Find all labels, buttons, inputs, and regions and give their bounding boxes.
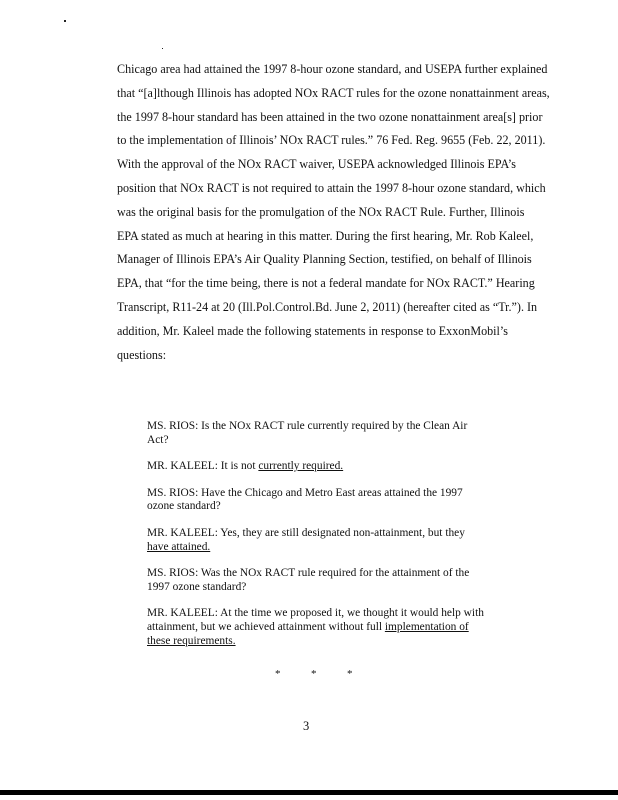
question-rios-2 [147, 487, 527, 514]
body-line: was the original basis for the promulgation of the NOx RACT Rule. Further, Illinois [117, 204, 525, 219]
underlined-text: implementation of [384, 620, 469, 633]
answer-kaleel-3 [147, 607, 527, 648]
answer-kaleel-2 [147, 527, 527, 554]
answer-kaleel-1 [147, 460, 527, 474]
body-paragraph [117, 58, 557, 367]
quote-line: MS. RIOS: Have the Chicago and Metro East areas attained the 1997 [147, 486, 463, 499]
quote-line: Act? [147, 433, 169, 446]
scan-bottom-border [0, 790, 618, 795]
body-line: Manager of Illinois EPA’s Air Quality Planning Section, testified, on behalf of Illinois [117, 252, 532, 267]
quote-line [147, 460, 527, 474]
underlined-text: these requirements. [147, 634, 236, 647]
quote-line: ozone standard? [147, 500, 221, 513]
body-line: With the approval of the NOx RACT waiver, USEPA acknowledged Illinois EPA’s [117, 157, 516, 172]
quote-line: 1997 ozone standard? [147, 580, 247, 593]
ellipsis-stars [275, 668, 383, 680]
quote-text: attainment, but we achieved attainment without full [147, 620, 385, 633]
quote-line: MR. KALEEL: Yes, they are still designated non-attainment, but they [147, 526, 465, 539]
transcript-quote [147, 420, 527, 661]
body-line: the 1997 8-hour standard has been attained in the two ozone nonattainment area[s] prior [117, 109, 543, 124]
body-line: EPA stated as much at hearing in this matter. During the first hearing, Mr. Rob Kaleel, [117, 228, 534, 243]
body-line: that “[a]lthough Illinois has adopted NOx RACT rules for the ozone nonattainment areas, [117, 85, 550, 100]
scan-speck [162, 48, 163, 49]
star-mark: * [311, 668, 317, 680]
underlined-text: have attained. [147, 540, 211, 553]
body-line: addition, Mr. Kaleel made the following statements in response to ExxonMobil’s [117, 323, 508, 338]
quote-text: MR. KALEEL: It is not [147, 460, 259, 473]
scan-speck [64, 20, 66, 22]
quote-line [147, 621, 527, 635]
quote-line: MS. RIOS: Was the NOx RACT rule required for the attainment of the [147, 567, 470, 580]
question-rios-3 [147, 567, 527, 594]
page-number: 3 [303, 719, 310, 733]
body-line: to the implementation of Illinois’ NOx RACT rules.” 76 Fed. Reg. 9655 (Feb. 22, 2011). [117, 133, 546, 148]
quote-line: MR. KALEEL: At the time we proposed it, we thought it would help with [147, 607, 484, 620]
body-line: questions: [117, 347, 167, 362]
body-line: Transcript, R11-24 at 20 (Ill.Pol.Control.Bd. June 2, 2011) (hereafter cited as “Tr.”). In [117, 299, 538, 314]
star-mark: * [347, 668, 353, 680]
quote-line: MS. RIOS: Is the NOx RACT rule currently required by the Clean Air [147, 420, 468, 432]
body-line: position that NOx RACT is not required to attain the 1997 8-hour ozone standard, which [117, 180, 546, 195]
underlined-text: currently required. [258, 460, 344, 473]
question-rios-1 [147, 420, 527, 447]
body-line: EPA, that “for the time being, there is not a federal mandate for NOx RACT.” Hearing [117, 276, 535, 291]
star-mark: * [275, 668, 281, 680]
body-line: Chicago area had attained the 1997 8-hour ozone standard, and USEPA further explained [117, 62, 548, 76]
